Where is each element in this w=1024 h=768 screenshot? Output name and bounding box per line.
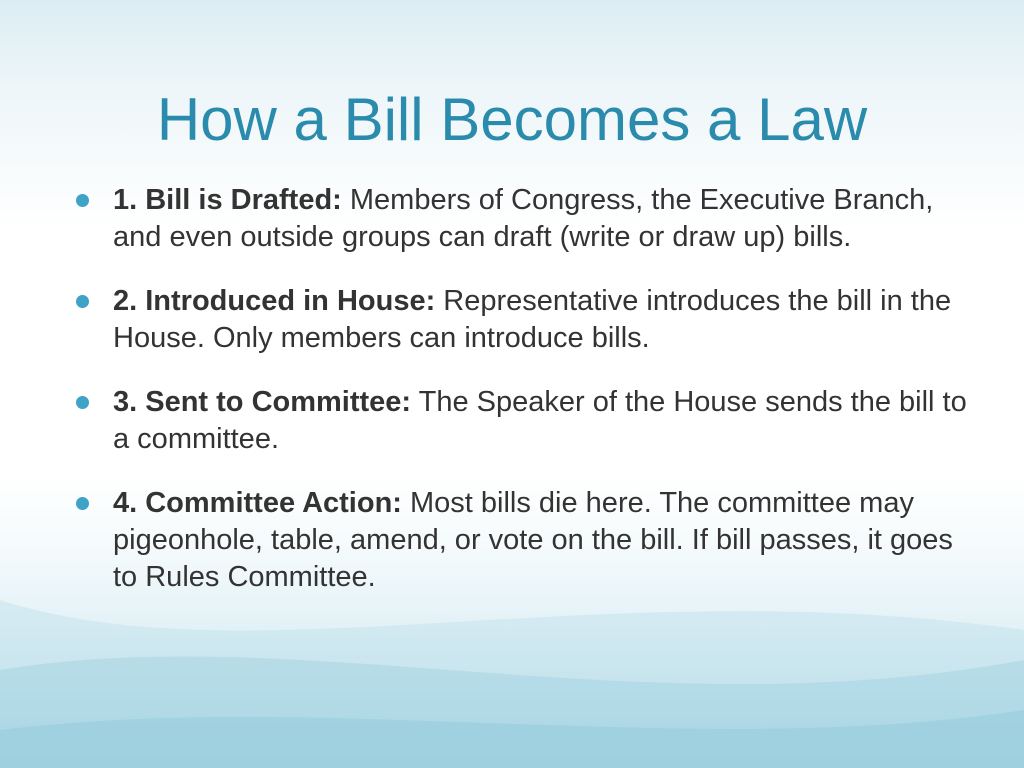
bullet-item-introduced	[76, 283, 976, 357]
bullet-dot-icon	[76, 295, 89, 308]
bullet-lead: 1. Bill is Drafted:	[113, 184, 342, 216]
bullet-text: Representative introduces the bill in the House. Only members can introduce bills.	[113, 285, 952, 354]
bullet-lead: 2. Introduced in House:	[113, 285, 436, 317]
bullet-dot-icon	[76, 194, 89, 207]
bullet-list	[76, 182, 976, 596]
slide-title: How a Bill Becomes a Law	[156, 86, 868, 153]
bullet-item-drafted	[76, 182, 976, 256]
bullet-text: The Speaker of the House sends the bill to a committee.	[113, 386, 967, 455]
bullet-lead: 4. Committee Action:	[113, 487, 402, 519]
bullet-text: Members of Congress, the Executive Branch, and even outside groups can draft (write or draw up) bills.	[113, 184, 934, 253]
bullet-dot-icon	[76, 396, 89, 409]
bullet-dot-icon	[76, 497, 89, 510]
bullet-item-committee	[76, 384, 976, 458]
bullet-lead: 3. Sent to Committee:	[113, 386, 412, 418]
bullet-text: Most bills die here. The committee may pigeonhole, table, amend, or vote on the bill. If bill passes, it goes to Rules Committee.	[113, 487, 953, 593]
bullet-item-committee-action	[76, 485, 976, 596]
